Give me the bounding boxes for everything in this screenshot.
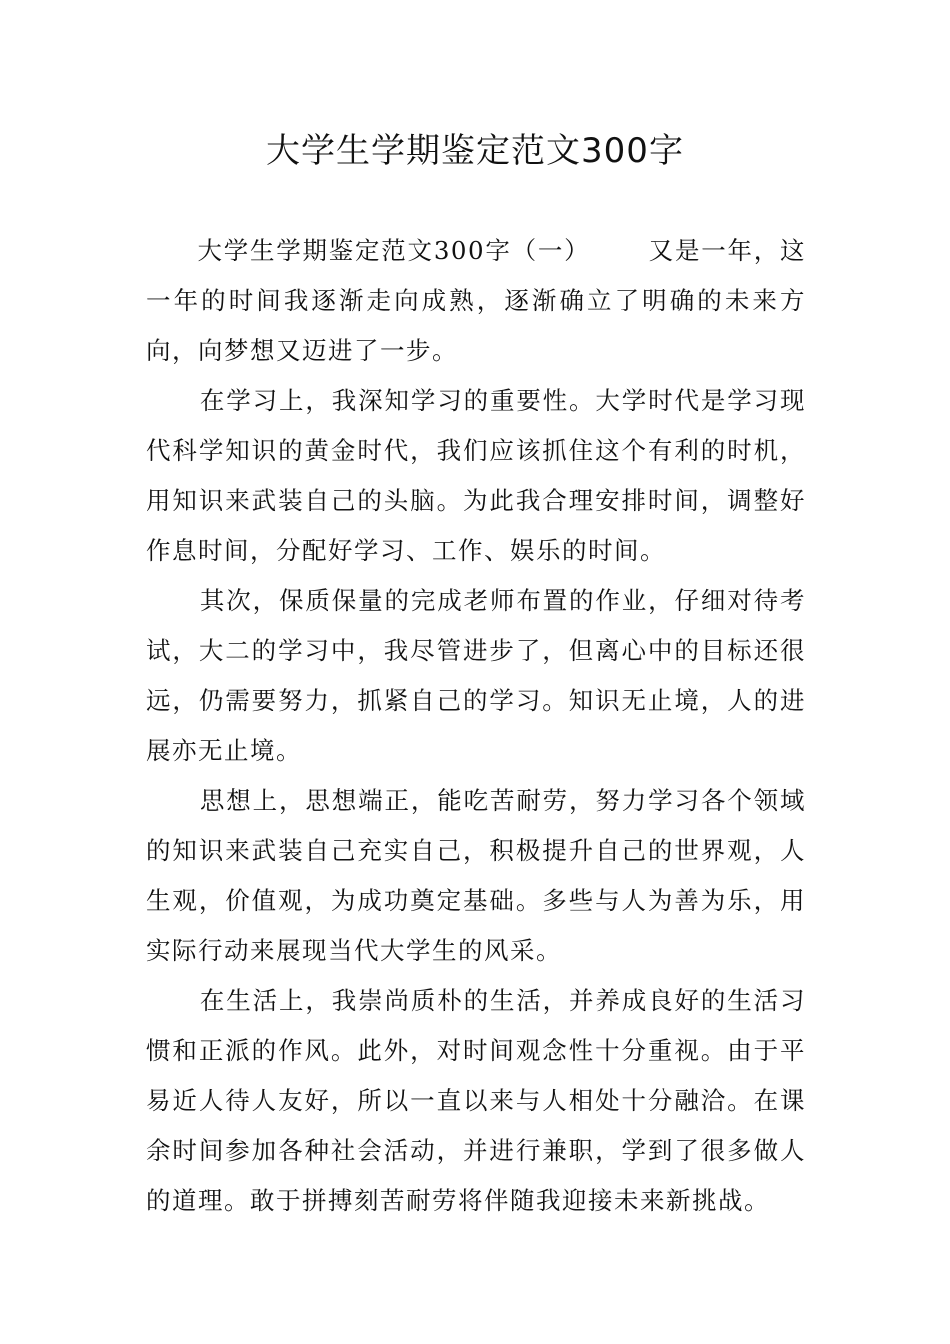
- paragraph-1-text: 又是一年，这一年的时间我逐渐走向成熟，逐渐确立了明确的未来方向，向梦想又迈进了一步。: [146, 236, 807, 365]
- section-heading: 大学生学期鉴定范文300字（一）: [197, 236, 591, 265]
- paragraph-1: [146, 226, 806, 376]
- paragraph-5: 在生活上，我崇尚质朴的生活，并养成良好的生活习惯和正派的作风。此外，对时间观念性十分重视。由于平易近人待人友好，所以一直以来与人相处十分融洽。在课余时间参加各种社会活动，并进行兼职，学到了很多做人的道理。敢于拼搏刻苦耐劳将伴随我迎接未来新挑战。: [146, 986, 806, 1215]
- document-body: [146, 226, 806, 1226]
- paragraph-3: 其次，保质保量的完成老师布置的作业，仔细对待考试，大二的学习中，我尽管进步了，但离心中的目标还很远，仍需要努力，抓紧自己的学习。知识无止境，人的进展亦无止境。: [146, 586, 806, 765]
- paragraph-2: 在学习上，我深知学习的重要性。大学时代是学习现代科学知识的黄金时代，我们应该抓住这个有利的时机，用知识来武装自己的头脑。为此我合理安排时间，调整好作息时间，分配好学习、工作、娱乐的时间。: [146, 386, 806, 565]
- document-title: 大学生学期鉴定范文300字: [266, 131, 684, 171]
- paragraph-4: 思想上，思想端正，能吃苦耐劳，努力学习各个领域的知识来武装自己充实自己，积极提升自己的世界观，人生观，价值观，为成功奠定基础。多些与人为善为乐，用实际行动来展现当代大学生的风采。: [146, 786, 806, 965]
